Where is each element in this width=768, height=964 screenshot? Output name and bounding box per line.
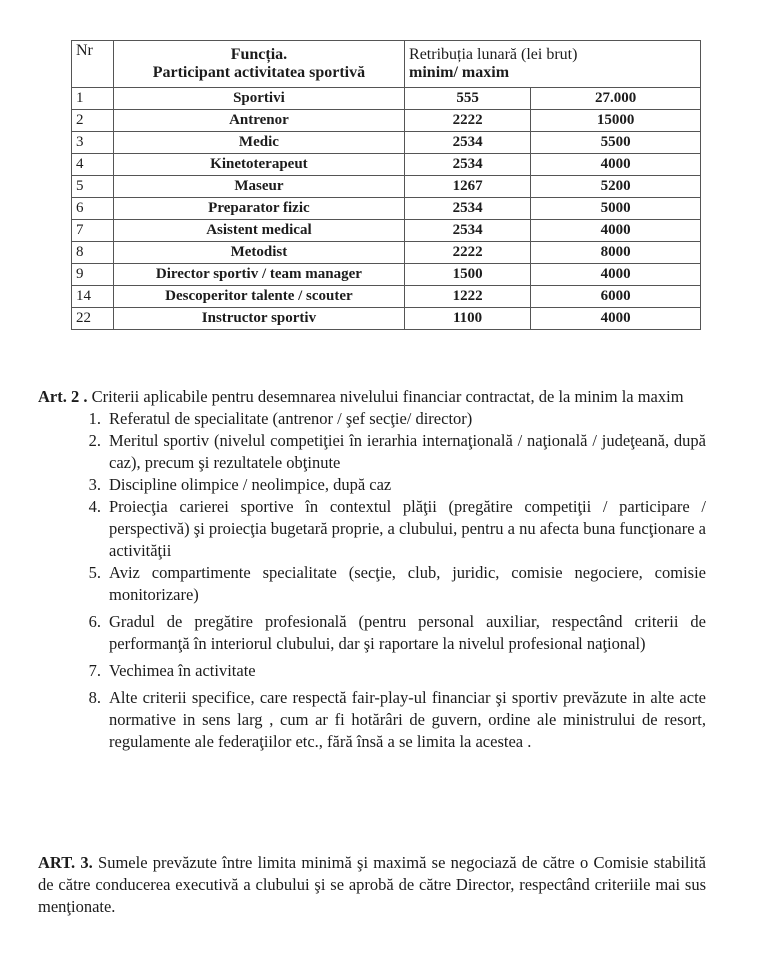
row-nr: 5 [72,176,114,198]
table-row [72,154,701,176]
retribution-table [71,40,701,330]
table-row [72,264,701,286]
article-2-intro [38,386,706,408]
table-row [72,110,701,132]
row-min: 2534 [405,154,531,176]
row-max: 6000 [531,286,701,308]
criteria-item [38,687,706,753]
row-function: Instructor sportiv [113,308,404,330]
criteria-number: 1. [88,409,101,428]
row-min: 2222 [405,110,531,132]
table-row [72,176,701,198]
row-max: 5200 [531,176,701,198]
row-max: 8000 [531,242,701,264]
criteria-text: Alte criterii specifice, care respectă fair-play-ul financiar şi sportiv prevăzute in alte acte normative in sens larg , cum ar fi hotărâri de guvern, ordine ale ministrului de resort, regulamente ale federaţiilor etc., fără însă a se limita la acestea . [109,688,706,751]
row-nr: 7 [72,220,114,242]
row-nr: 3 [72,132,114,154]
criteria-item [38,496,706,562]
criteria-number: 2. [88,431,101,450]
header-retribution-line2: minim/ maxim [409,64,510,81]
header-retribution-line1: Retribuția lunară (lei brut) [409,46,578,63]
row-max: 5000 [531,198,701,220]
article-3-paragraph [38,852,706,918]
criteria-text: Proiecţia carierei sportive în contextul plăţii (pregătire competiţii / participare / perspectivă) şi proiecţia bugetară proprie, a clubului, pentru a nu afecta buna funcţionare a activităţii [109,497,706,560]
article-3-text: Sumele prevăzute între limita minimă şi maximă se negociază de către o Comisie stabilită de către conducerea executivă a clubului şi se aprobă de către Director, respectând criteriile mai sus menţionate. [38,853,706,916]
criteria-item [38,611,706,655]
criteria-text: Gradul de pregătire profesională (pentru personal auxiliar, respectând criterii de performanţă în interiorul clubului, dar şi raportare la nivelul profesional naţional) [109,612,706,653]
header-retribution [405,41,701,88]
row-min: 2222 [405,242,531,264]
header-nr: Nr [72,41,114,88]
row-max: 4000 [531,264,701,286]
criteria-list [38,408,706,753]
criteria-number: 7. [88,661,101,680]
article-3-label: ART. 3. [38,853,93,872]
criteria-item [38,562,706,606]
row-nr: 2 [72,110,114,132]
row-min: 1500 [405,264,531,286]
row-nr: 22 [72,308,114,330]
article-3 [38,852,706,918]
row-min: 2534 [405,220,531,242]
criteria-text: Aviz compartimente specialitate (secţie, club, juridic, comisie negociere, comisie monitorizare) [109,563,706,604]
table-row [72,286,701,308]
table-row [72,132,701,154]
table-header-row [72,41,701,88]
row-function: Antrenor [113,110,404,132]
table-row [72,220,701,242]
row-function: Asistent medical [113,220,404,242]
row-function: Metodist [113,242,404,264]
criteria-number: 8. [88,688,101,707]
row-function: Medic [113,132,404,154]
table-row [72,198,701,220]
table-row [72,88,701,110]
row-nr: 8 [72,242,114,264]
article-2 [38,386,706,753]
criteria-item [38,430,706,474]
criteria-item [38,474,706,496]
header-function-line2: Participant activitatea sportivă [152,64,366,81]
row-min: 555 [405,88,531,110]
row-function: Kinetoterapeut [113,154,404,176]
row-max: 27.000 [531,88,701,110]
row-nr: 9 [72,264,114,286]
row-function: Director sportiv / team manager [113,264,404,286]
article-2-label: Art. 2 . [38,387,88,406]
row-max: 4000 [531,220,701,242]
criteria-number: 5. [88,563,101,582]
criteria-item [38,660,706,682]
criteria-number: 6. [88,612,101,631]
header-function [113,41,404,88]
criteria-text: Discipline olimpice / neolimpice, după caz [109,475,392,494]
row-nr: 6 [72,198,114,220]
row-nr: 1 [72,88,114,110]
row-min: 1222 [405,286,531,308]
row-min: 2534 [405,198,531,220]
row-min: 2534 [405,132,531,154]
row-nr: 4 [72,154,114,176]
row-function: Preparator fizic [113,198,404,220]
criteria-number: 3. [88,475,101,494]
row-nr: 14 [72,286,114,308]
table-row [72,308,701,330]
row-max: 5500 [531,132,701,154]
header-function-line1: Funcția. [230,46,288,63]
table-row [72,242,701,264]
row-min: 1267 [405,176,531,198]
row-function: Sportivi [113,88,404,110]
criteria-text: Meritul sportiv (nivelul competiţiei în ierarhia internaţională / naţională / judeţeană, după caz), precum şi rezultatele obţinute [109,431,706,472]
row-max: 4000 [531,154,701,176]
row-max: 15000 [531,110,701,132]
row-function: Maseur [113,176,404,198]
criteria-text: Vechimea în activitate [109,661,256,680]
criteria-number: 4. [88,497,101,516]
row-max: 4000 [531,308,701,330]
row-function: Descoperitor talente / scouter [113,286,404,308]
article-2-intro-text: Criterii aplicabile pentru desemnarea nivelului financiar contractat, de la minim la maxim [87,387,684,406]
criteria-item [38,408,706,430]
row-min: 1100 [405,308,531,330]
criteria-text: Referatul de specialitate (antrenor / şef secţie/ director) [109,409,473,428]
